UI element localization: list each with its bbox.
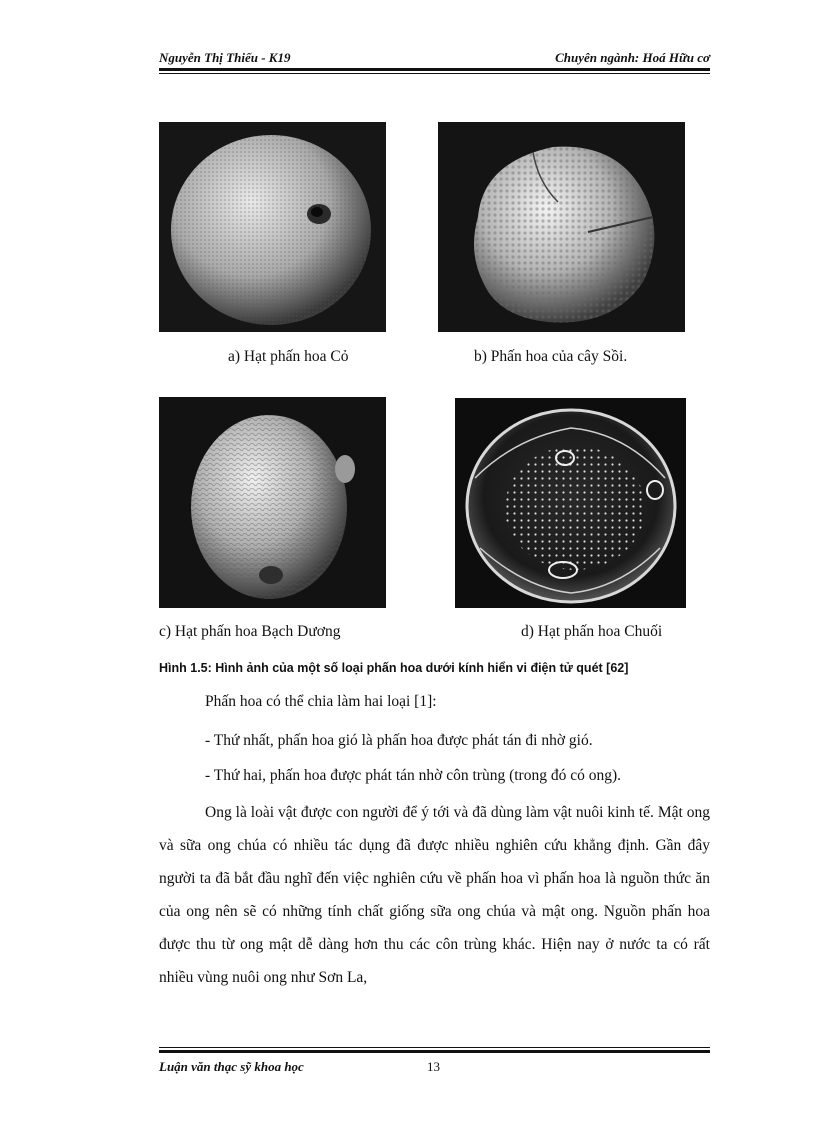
header-rule-thin (159, 73, 710, 74)
caption-b: b) Phấn hoa của cây Sồi. (474, 348, 628, 365)
caption-c: c) Hạt phấn hoa Bạch Dương (159, 623, 341, 640)
body-item-2: - Thứ hai, phấn hoa được phát tán nhờ côn trùng (trong đó có ong). (205, 767, 622, 784)
micrograph-banana-pollen (455, 398, 686, 608)
page-header (159, 48, 710, 68)
body-intro: Phấn hoa có thể chia làm hai loại [1]: (205, 693, 437, 710)
caption-d: d) Hạt phấn hoa Chuối (521, 623, 663, 640)
header-rule (159, 68, 710, 71)
page-footer (159, 1057, 710, 1079)
header-author: Nguyễn Thị Thiếu - K19 (159, 50, 291, 65)
body-item-1: - Thứ nhất, phấn hoa gió là phấn hoa được phát tán đi nhờ gió. (205, 732, 593, 749)
figure-title: Hình 1.5: Hình ảnh của một số loại phấn hoa dưới kính hiển vi điện tử quét [62] (159, 661, 629, 675)
micrograph-birch-pollen (159, 397, 386, 608)
header-specialty: Chuyên ngành: Hoá Hữu cơ (555, 50, 710, 65)
footer-rule (159, 1050, 710, 1053)
footer-thesis-label: Luận văn thạc sỹ khoa học (159, 1059, 304, 1074)
micrograph-oak-pollen (438, 122, 685, 332)
footer-rule-thin (159, 1047, 710, 1048)
page-number: 13 (427, 1059, 440, 1074)
micrograph-grass-pollen (159, 122, 386, 332)
body-paragraph: Ong là loài vật được con người để ý tới và đã dùng làm vật nuôi kinh tế. Mật ong và sữa ong chúa có nhiều tác dụng đã được nhiều nghiên cứu khẳng định. Gần đây người ta đã bắt đầu nghĩ đến việc nghiên cứu về phấn hoa vì phấn hoa là nguồn thức ăn của ong nên sẽ có những tính chất giống sữa ong chúa và mật ong. Nguồn phấn hoa được thu từ ong mật dễ dàng hơn thu các côn trùng khác. Hiện nay ở nước ta có rất nhiều vùng nuôi ong như Sơn La, (159, 804, 710, 986)
caption-a: a) Hạt phấn hoa Cỏ (228, 348, 349, 365)
